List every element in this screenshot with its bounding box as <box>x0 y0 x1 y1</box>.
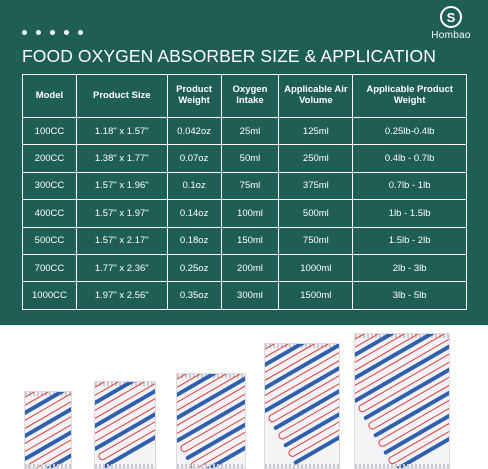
cell-air-volume: 1500ml <box>279 282 353 309</box>
cell-air-volume: 750ml <box>279 227 353 254</box>
dot-icon <box>36 30 41 35</box>
cell-oxygen-intake: 200ml <box>221 254 279 281</box>
cell-product-weight: 0.042oz <box>167 118 221 145</box>
cell-air-volume: 250ml <box>279 145 353 172</box>
table-row <box>23 118 467 145</box>
cell-product-size: 1.77" x 2.36" <box>76 254 167 281</box>
cell-product-size: 1.57" x 1.97" <box>76 200 167 227</box>
cell-oxygen-intake: 75ml <box>221 172 279 199</box>
packet-500cc-image <box>354 333 450 469</box>
cell-air-volume: 1000ml <box>279 254 353 281</box>
table-row <box>23 227 467 254</box>
table-row <box>23 145 467 172</box>
cell-applicable-weight: 2lb - 3lb <box>353 254 467 281</box>
decorative-dots <box>22 30 83 35</box>
dot-icon <box>50 30 55 35</box>
cell-model: 200CC <box>23 145 77 172</box>
packet-400cc-image <box>264 343 340 469</box>
column-header-model: Model <box>23 75 77 118</box>
page-title: FOOD OXYGEN ABSORBER SIZE & APPLICATION <box>22 46 436 66</box>
column-header-applicable-weight: Applicable Product Weight <box>353 75 467 118</box>
column-header-air-volume: Applicable Air Volume <box>279 75 353 118</box>
cell-model: 1000CC <box>23 282 77 309</box>
cell-air-volume: 125ml <box>279 118 353 145</box>
product-packets-photo <box>0 325 488 469</box>
dot-icon <box>64 30 69 35</box>
cell-applicable-weight: 1.5lb - 2lb <box>353 227 467 254</box>
table-row <box>23 254 467 281</box>
table-header-row <box>23 75 467 118</box>
cell-applicable-weight: 0.4lb - 0.7lb <box>353 145 467 172</box>
cell-model: 400CC <box>23 200 77 227</box>
table-row <box>23 200 467 227</box>
cell-model: 300CC <box>23 172 77 199</box>
packet-100cc-image <box>24 391 72 469</box>
cell-model: 100CC <box>23 118 77 145</box>
cell-product-size: 1.57" x 1.96" <box>76 172 167 199</box>
cell-model: 500CC <box>23 227 77 254</box>
size-application-table <box>22 74 467 310</box>
column-header-product-size: Product Size <box>76 75 167 118</box>
cell-air-volume: 500ml <box>279 200 353 227</box>
cell-applicable-weight: 0.25lb-0.4lb <box>353 118 467 145</box>
column-header-product-weight: Product Weight <box>167 75 221 118</box>
cell-applicable-weight: 0.7lb - 1lb <box>353 172 467 199</box>
brand-logo <box>427 6 475 41</box>
cell-oxygen-intake: 50ml <box>221 145 279 172</box>
cell-model: 700CC <box>23 254 77 281</box>
cell-product-weight: 0.1oz <box>167 172 221 199</box>
column-header-oxygen-intake: Oxygen Intake <box>221 75 279 118</box>
packet-300cc-image <box>176 373 246 469</box>
cell-oxygen-intake: 300ml <box>221 282 279 309</box>
cell-oxygen-intake: 25ml <box>221 118 279 145</box>
cell-product-weight: 0.35oz <box>167 282 221 309</box>
cell-product-weight: 0.14oz <box>167 200 221 227</box>
cell-product-size: 1.97" x 2.56" <box>76 282 167 309</box>
dot-icon <box>22 30 27 35</box>
brand-mark-icon: S <box>440 6 462 28</box>
cell-product-weight: 0.25oz <box>167 254 221 281</box>
dot-icon <box>78 30 83 35</box>
cell-product-size: 1.38" x 1.77" <box>76 145 167 172</box>
cell-product-size: 1.57" x 2.17" <box>76 227 167 254</box>
cell-applicable-weight: 3lb - 5lb <box>353 282 467 309</box>
cell-air-volume: 375ml <box>279 172 353 199</box>
cell-oxygen-intake: 150ml <box>221 227 279 254</box>
brand-name: Hombao <box>431 30 471 41</box>
cell-product-weight: 0.07oz <box>167 145 221 172</box>
cell-applicable-weight: 1lb - 1.5lb <box>353 200 467 227</box>
cell-product-size: 1.18" x 1.57" <box>76 118 167 145</box>
table-row <box>23 172 467 199</box>
table-row <box>23 282 467 309</box>
cell-oxygen-intake: 100ml <box>221 200 279 227</box>
cell-product-weight: 0.18oz <box>167 227 221 254</box>
packet-200cc-image <box>94 381 156 469</box>
